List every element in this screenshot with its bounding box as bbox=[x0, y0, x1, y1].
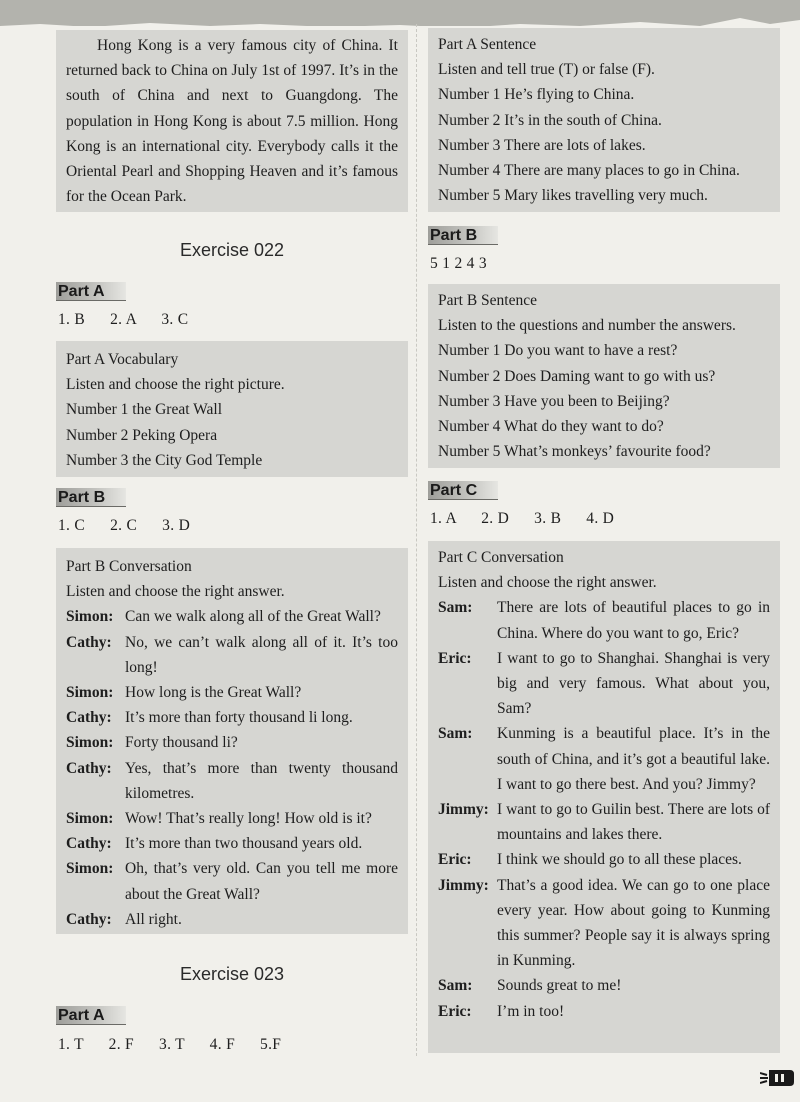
utterance: Can we walk along all of the Great Wall? bbox=[125, 608, 381, 626]
dialogue-line bbox=[66, 730, 398, 755]
utterance: That’s a good idea. We can go to one place every year. How about going to Kunming this summer? People say it is always spring in Kunming. bbox=[497, 876, 770, 970]
exercise-022-title: Exercise 022 bbox=[179, 240, 285, 260]
box-line: Number 1 Do you want to have a rest? bbox=[438, 342, 678, 360]
box-line: Number 3 Have you been to Beijing? bbox=[438, 392, 670, 410]
speaker: Eric: bbox=[438, 851, 472, 869]
part-b-tag: Part B bbox=[56, 488, 126, 507]
utterance: It’s more than forty thousand li long. bbox=[125, 709, 353, 727]
speaker: Simon: bbox=[66, 608, 114, 626]
part-c-answers: 1. A 2. D 3. B 4. D bbox=[430, 510, 615, 527]
box-line: Number 3 There are lots of lakes. bbox=[438, 136, 646, 154]
dialogue-line bbox=[66, 705, 398, 730]
utterance: I’m in too! bbox=[497, 1002, 565, 1020]
dialogue-line bbox=[66, 756, 398, 806]
dialogue-line bbox=[66, 856, 398, 906]
box-line: Part A Sentence bbox=[438, 36, 537, 53]
box-instruction: Listen and choose the right answer. bbox=[66, 583, 285, 601]
dialogue-line bbox=[66, 831, 398, 856]
dialogue-line bbox=[438, 797, 770, 847]
utterance: I want to go to Shanghai. Shanghai is very big and very famous. What about you, Sam? bbox=[497, 649, 770, 718]
speaker: Simon: bbox=[66, 810, 114, 828]
box-line: Number 1 the Great Wall bbox=[66, 401, 222, 419]
part-a-tag: Part A bbox=[56, 282, 126, 301]
speaker: Simon: bbox=[66, 734, 114, 752]
utterance: There are lots of beautiful places to go in China. Where do you want to go, Eric? bbox=[497, 599, 770, 642]
speaker: Simon: bbox=[66, 860, 114, 878]
speaker: Sam: bbox=[438, 977, 473, 995]
speaker: Cathy: bbox=[66, 709, 112, 727]
box-line: Listen and choose the right picture. bbox=[66, 376, 285, 394]
dialogue-line bbox=[438, 721, 770, 797]
box-line: Number 2 Does Daming want to go with us? bbox=[438, 367, 716, 385]
speaker: Cathy: bbox=[66, 835, 112, 853]
box-line: Part A Vocabulary bbox=[66, 351, 179, 368]
box-line: Number 2 Peking Opera bbox=[66, 426, 218, 444]
box-line: Listen and tell true (T) or false (F). bbox=[438, 61, 655, 79]
page-top-edge bbox=[0, 0, 800, 26]
part-a-vocabulary-box bbox=[56, 341, 408, 477]
part-a-answers: 1. T 2. F 3. T 4. F 5.F bbox=[58, 1036, 282, 1053]
speaker: Cathy: bbox=[66, 910, 112, 928]
dialogue-line bbox=[66, 630, 398, 680]
dialogue-line bbox=[66, 604, 398, 629]
utterance: Yes, that’s more than twenty thousand kilometres. bbox=[125, 759, 398, 802]
speaker: Eric: bbox=[438, 649, 472, 667]
box-instruction: Listen and choose the right answer. bbox=[438, 574, 657, 592]
speaker: Jimmy: bbox=[438, 876, 489, 894]
utterance: All right. bbox=[125, 910, 182, 928]
column-divider bbox=[416, 24, 418, 1056]
intro-passage: Hong Kong is a very famous city of China. It returned back to China on July 1st of 1997. It’s in the south of China and next to Guangdong. The population in Hong Kong is about 7.5 million. Hong Kong is an international city. Everybody calls it the Oriental Pearl and Shopping Heaven and it’s famous for the Ocean Park. bbox=[66, 37, 398, 206]
dialogue-line bbox=[438, 595, 770, 645]
speaker: Sam: bbox=[438, 599, 473, 617]
box-line: Number 2 It’s in the south of China. bbox=[438, 111, 662, 129]
part-a-sentence-box bbox=[428, 28, 780, 212]
dialogue-line bbox=[66, 680, 398, 705]
utterance: Wow! That’s really long! How old is it? bbox=[125, 810, 372, 828]
part-a-tag: Part A bbox=[56, 1006, 126, 1025]
part-b-tag: Part B bbox=[428, 226, 498, 245]
box-line: Number 1 He’s flying to China. bbox=[438, 86, 635, 104]
part-c-tag: Part C bbox=[428, 481, 498, 500]
utterance: No, we can’t walk along all of it. It’s too long! bbox=[125, 633, 398, 676]
speaker: Jimmy: bbox=[438, 801, 489, 819]
part-a-answers: 1. B 2. A 3. C bbox=[58, 311, 189, 328]
box-title: Part C Conversation bbox=[438, 549, 564, 566]
box-line: Number 3 the City God Temple bbox=[66, 451, 263, 469]
utterance: Sounds great to me! bbox=[497, 977, 622, 995]
dialogue-line bbox=[438, 873, 770, 974]
box-line: Number 5 What’s monkeys’ favourite food? bbox=[438, 443, 711, 461]
box-line: Listen to the questions and number the answers. bbox=[438, 317, 736, 335]
dialogue-line bbox=[438, 646, 770, 722]
speaker: Simon: bbox=[66, 684, 114, 702]
utterance: It’s more than two thousand years old. bbox=[125, 835, 363, 853]
dialogue-line bbox=[438, 847, 770, 872]
speaker: Cathy: bbox=[66, 759, 112, 777]
utterance: I want to go to Guilin best. There are lots of mountains and lakes there. bbox=[497, 801, 770, 844]
dialogue-line bbox=[66, 806, 398, 831]
page-number-tab-icon bbox=[760, 1066, 794, 1090]
part-b-answers: 1. C 2. C 3. D bbox=[58, 517, 191, 534]
dialogue-line bbox=[66, 907, 398, 932]
box-title: Part B Conversation bbox=[66, 558, 192, 575]
part-b-sentence-box bbox=[428, 284, 780, 468]
box-line: Part B Sentence bbox=[438, 292, 538, 309]
exercise-023-title: Exercise 023 bbox=[179, 964, 285, 984]
part-b-answers: 5 1 2 4 3 bbox=[430, 255, 487, 272]
dialogue-line bbox=[438, 973, 770, 998]
dialogue-line bbox=[438, 999, 770, 1024]
intro-passage-box bbox=[56, 30, 408, 212]
utterance: Oh, that’s very old. Can you tell me more about the Great Wall? bbox=[125, 860, 398, 903]
part-c-conversation-box bbox=[428, 541, 780, 1053]
speaker: Sam: bbox=[438, 725, 473, 743]
speaker: Eric: bbox=[438, 1002, 472, 1020]
utterance: I think we should go to all these places. bbox=[497, 851, 742, 869]
box-line: Number 4 What do they want to do? bbox=[438, 418, 664, 436]
box-line: Number 5 Mary likes travelling very much. bbox=[438, 187, 708, 205]
box-line: Number 4 There are many places to go in China. bbox=[438, 162, 740, 180]
utterance: Forty thousand li? bbox=[125, 734, 238, 752]
utterance: Kunming is a beautiful place. It’s in the south of China, and it’s got a beautiful lake. I want to go there best. And you? Jimmy? bbox=[497, 725, 770, 793]
speaker: Cathy: bbox=[66, 633, 112, 651]
utterance: How long is the Great Wall? bbox=[125, 684, 302, 702]
part-b-conversation-box bbox=[56, 548, 408, 934]
